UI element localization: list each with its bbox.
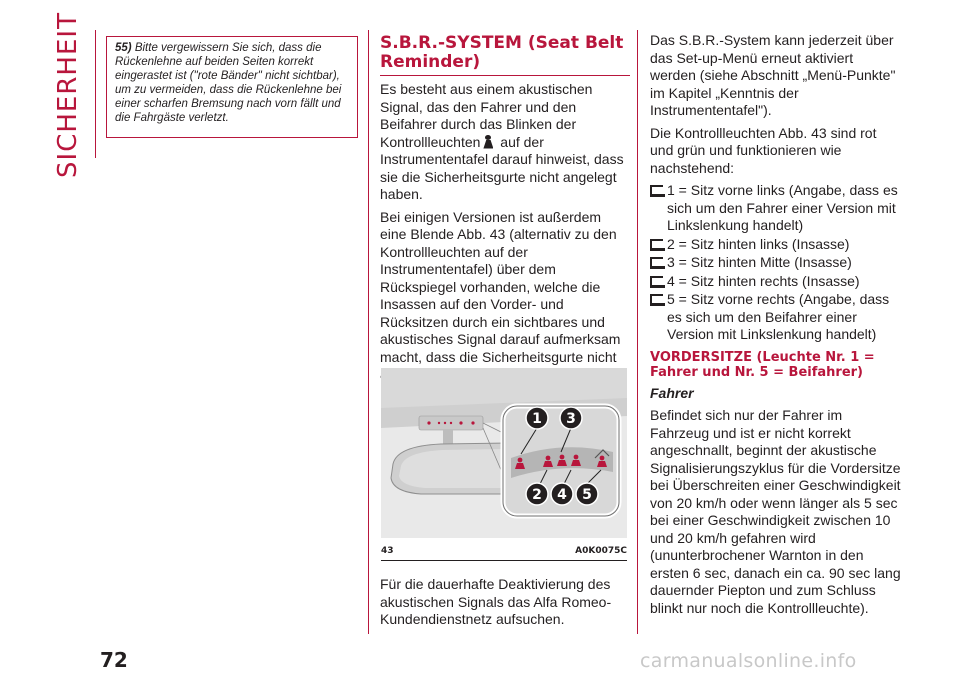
column-divider-left bbox=[368, 30, 369, 634]
paragraph-deactivation: Für die dauerhafte Deaktivierung des akustischen Signals das Alfa Romeo-Kundendienstnetz aufsuchen. bbox=[380, 576, 612, 627]
list-item: 2 = Sitz hinten links (Insasse) bbox=[650, 236, 902, 254]
page-number: 72 bbox=[100, 648, 128, 672]
svg-text:4: 4 bbox=[557, 487, 567, 503]
paragraph-intro: Es besteht aus einem akustischen Signal, das den Fahrer und den Beifahrer durch das Blinken der Kontrollleuchten auf der Instrumententafel darauf hinweist, dass sie die Sicherheitsgurte nicht angelegt haben. bbox=[380, 81, 624, 202]
paragraph-reactivation: Das S.B.R.-System kann jederzeit über das Set-up-Menü erneut aktiviert werden (siehe Abschnitt „Menü-Punkte" im Kapitel „Kenntnis der Instrumententafel"). bbox=[650, 32, 896, 118]
figure-43 bbox=[381, 368, 627, 538]
rearview-mirror-illustration bbox=[381, 368, 627, 538]
warning-note bbox=[106, 36, 358, 138]
section-label: SICHERHEIT bbox=[53, 12, 83, 178]
seat-bullet-icon bbox=[650, 276, 663, 288]
list-item: 3 = Sitz hinten Mitte (Insasse) bbox=[650, 254, 902, 272]
subheading-front-seats: VORDERSITZE (Leuchte Nr. 1 = Fahrer und Nr. 5 = Beifahrer) bbox=[650, 349, 875, 380]
watermark: carmanualsonline.info bbox=[640, 650, 857, 672]
list-item: 4 = Sitz hinten rechts (Insasse) bbox=[650, 273, 902, 291]
paragraph-driver: Befindet sich nur der Fahrer im Fahrzeug und ist er nicht korrekt angeschnallt, beginnt der akustische Signalisierungszyklus für die Vordersitze bei Überschreiten einer Geschwindigkeit von 20 km/h oder wenn länger als 5 sec bei einer Geschwindigkeit zwischen 10 und 20 km/h gefahren wird (ununterbrochener Warnton in den ersten 6 sec, danach ein ca. 90 sec lang dauernder Piepton und zum Schluss blinkt nur noch die Kontrollleuchte). bbox=[650, 407, 901, 616]
minor-heading-driver: Fahrer bbox=[650, 384, 694, 401]
callout-4 bbox=[551, 483, 573, 505]
figure-code: A0K0075C bbox=[575, 546, 627, 556]
svg-text:5: 5 bbox=[582, 487, 592, 503]
middle-column bbox=[380, 34, 630, 389]
right-column bbox=[650, 32, 902, 622]
callout-5 bbox=[576, 483, 598, 505]
column-divider-right bbox=[637, 30, 638, 634]
svg-text:2: 2 bbox=[532, 487, 542, 503]
callout-2 bbox=[526, 483, 548, 505]
note-number: 55) bbox=[115, 42, 132, 54]
svg-text:1: 1 bbox=[532, 411, 542, 427]
seatbelt-warning-icon bbox=[482, 135, 494, 149]
figure-caption-rule bbox=[381, 560, 627, 561]
list-item: 5 = Sitz vorne rechts (Angabe, dass es sich um den Beifahrer einer Version mit Linkslenkung handelt) bbox=[650, 291, 902, 344]
seat-bullet-icon bbox=[650, 294, 663, 306]
svg-text:3: 3 bbox=[566, 411, 576, 427]
figure-caption bbox=[381, 546, 627, 556]
paragraph-lights: Die Kontrollleuchten Abb. 43 sind rot und grün und funktionieren wie nachstehend: bbox=[650, 124, 877, 176]
list-item: 1 = Sitz vorne links (Angabe, dass es sich um den Fahrer einer Version mit Linkslenkung handelt) bbox=[650, 182, 902, 235]
section-divider bbox=[95, 30, 96, 158]
note-text: Bitte vergewissern Sie sich, dass die Rückenlehne auf beiden Seiten korrekt eingerastet ist ("rote Bänder" nicht sichtbar), um zu vermeiden, dass die Rückenlehne bei einer scharfen Bremsung nach vorn fällt und die Fahrgäste verletzt. bbox=[115, 42, 342, 124]
section-heading: S.B.R.-SYSTEM (Seat Belt Reminder) bbox=[380, 34, 630, 76]
middle-column-bottom bbox=[380, 576, 630, 634]
callout-1 bbox=[526, 407, 548, 429]
seat-bullet-icon bbox=[650, 239, 663, 251]
callout-3 bbox=[560, 407, 582, 429]
seat-bullet-icon bbox=[650, 185, 663, 197]
figure-number: 43 bbox=[381, 546, 394, 556]
paragraph-display: Bei einigen Versionen ist außerdem eine Blende Abb. 43 (alternativ zu den Kontrollleuchten auf der Instrumententafel) über dem Rückspiegel vorhanden, welche die Insassen auf den Vorder- und Rücksitzen durch ein sichtbares und akustisches Signal darauf aufmerksam macht, dass die Sicherheitsgurte nicht bbox=[380, 208, 621, 365]
seat-bullet-icon bbox=[650, 257, 663, 269]
